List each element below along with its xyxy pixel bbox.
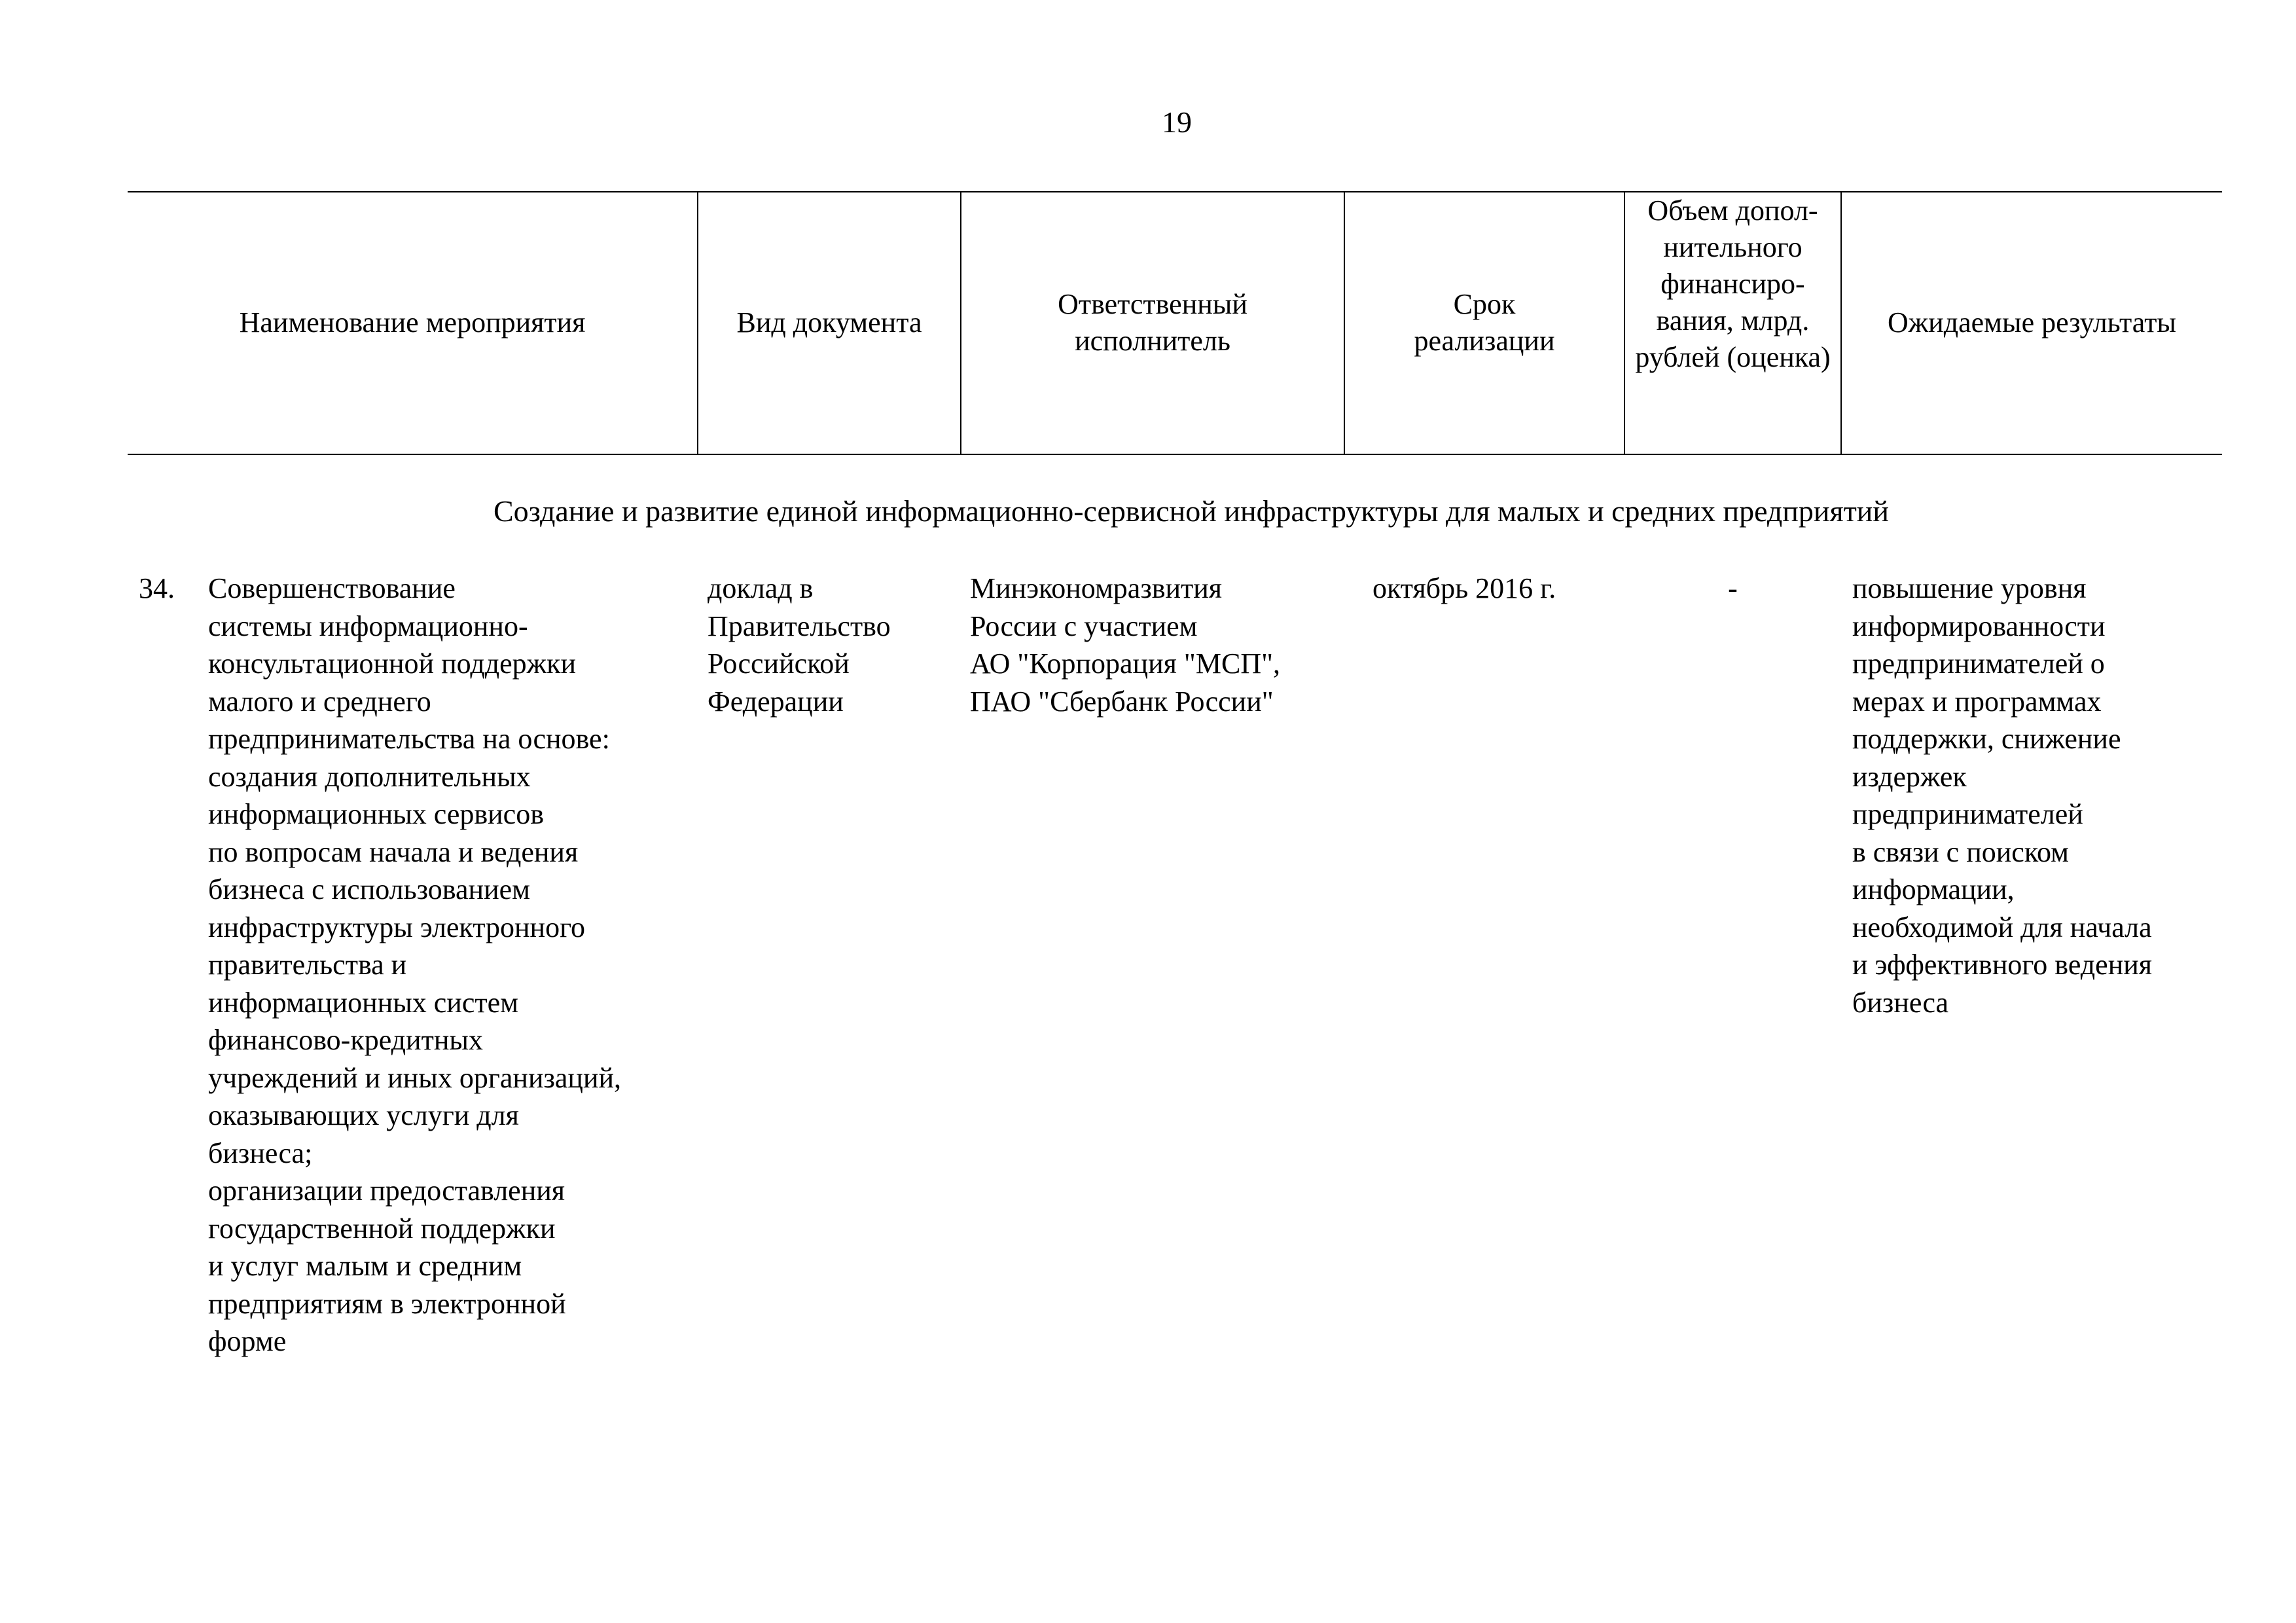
executor-line: России с участием <box>970 610 1198 642</box>
page-number: 19 <box>1162 105 1192 139</box>
executor-line: АО "Корпорация "МСП", <box>970 647 1281 680</box>
expected-results-cell <box>1852 570 2152 1021</box>
event-name-line: малого и среднего <box>208 685 431 718</box>
header-responsible-executor: Ответственный исполнитель <box>1058 288 1247 357</box>
expected-results-line: повышение уровня <box>1852 572 2087 604</box>
document-type-cell <box>708 570 891 720</box>
event-name-line: оказывающих услуги для <box>208 1099 519 1131</box>
header-funding-volume: Объем допол-нительного финансиро-вания, млрд. рублей (оценка) <box>1635 194 1831 373</box>
expected-results-line: предпринимателей <box>1852 798 2083 830</box>
expected-results-line: поддержки, снижение <box>1852 723 2121 755</box>
event-name-line: предприятиям в электронной <box>208 1287 566 1320</box>
row-number: 34. <box>139 572 175 604</box>
header-expected-results: Ожидаемые результаты <box>1888 306 2176 338</box>
expected-results-line: информации, <box>1852 873 2015 905</box>
event-name-line: создания дополнительных <box>208 760 531 793</box>
deadline-cell: октябрь 2016 г. <box>1372 572 1556 604</box>
event-name-line: учреждений и иных организаций, <box>208 1061 622 1094</box>
expected-results-line: мерах и программах <box>1852 685 2102 718</box>
expected-results-line: издержек <box>1852 760 1967 793</box>
document-type-line: Правительство <box>708 610 891 642</box>
event-name-line: правительства и <box>208 949 407 981</box>
header-deadline: Срок реализации <box>1414 288 1555 357</box>
section-title: Создание и развитие единой информационно-сервисной инфраструктуры для малых и средних предприятий <box>493 494 1890 528</box>
event-name-line: информационных сервисов <box>208 798 544 830</box>
expected-results-line: бизнеса <box>1852 986 1949 1019</box>
document-type-line: Федерации <box>708 685 844 718</box>
event-name-line: финансово-кредитных <box>208 1024 483 1056</box>
header-event-name: Наименование мероприятия <box>239 306 586 338</box>
document-type-line: Российской <box>708 647 850 680</box>
event-name-line: организации предоставления <box>208 1175 565 1207</box>
event-name-line: инфраструктуры электронного <box>208 911 586 943</box>
funding-cell: - <box>1728 572 1738 604</box>
event-name-line: информационных систем <box>208 986 518 1019</box>
executor-line: ПАО "Сбербанк России" <box>970 685 1274 718</box>
event-name-line: консультационной поддержки <box>208 647 576 680</box>
event-name-line: бизнеса; <box>208 1137 313 1169</box>
event-name-cell <box>208 570 621 1360</box>
executor-cell <box>970 570 1280 720</box>
expected-results-line: необходимой для начала <box>1852 911 2152 943</box>
event-name-line: системы информационно- <box>208 610 528 642</box>
document-type-line: доклад в <box>708 572 814 604</box>
executor-line: Минэкономразвития <box>970 572 1223 604</box>
event-name-line: форме <box>208 1325 287 1357</box>
event-name-line: бизнеса с использованием <box>208 873 530 905</box>
header-document-type: Вид документа <box>736 306 922 338</box>
event-name-line: Совершенствование <box>208 572 456 604</box>
event-name-line: государственной поддержки <box>208 1212 556 1245</box>
expected-results-line: и эффективного ведения <box>1852 949 2153 981</box>
expected-results-line: предпринимателей о <box>1852 647 2105 680</box>
expected-results-line: информированности <box>1852 610 2106 642</box>
event-name-line: по вопросам начала и ведения <box>208 835 579 868</box>
event-name-line: предпринимательства на основе: <box>208 723 610 755</box>
table-header-bottom-rule <box>128 454 2222 455</box>
expected-results-line: в связи с поиском <box>1852 835 2069 868</box>
event-name-line: и услуг малым и средним <box>208 1250 522 1282</box>
